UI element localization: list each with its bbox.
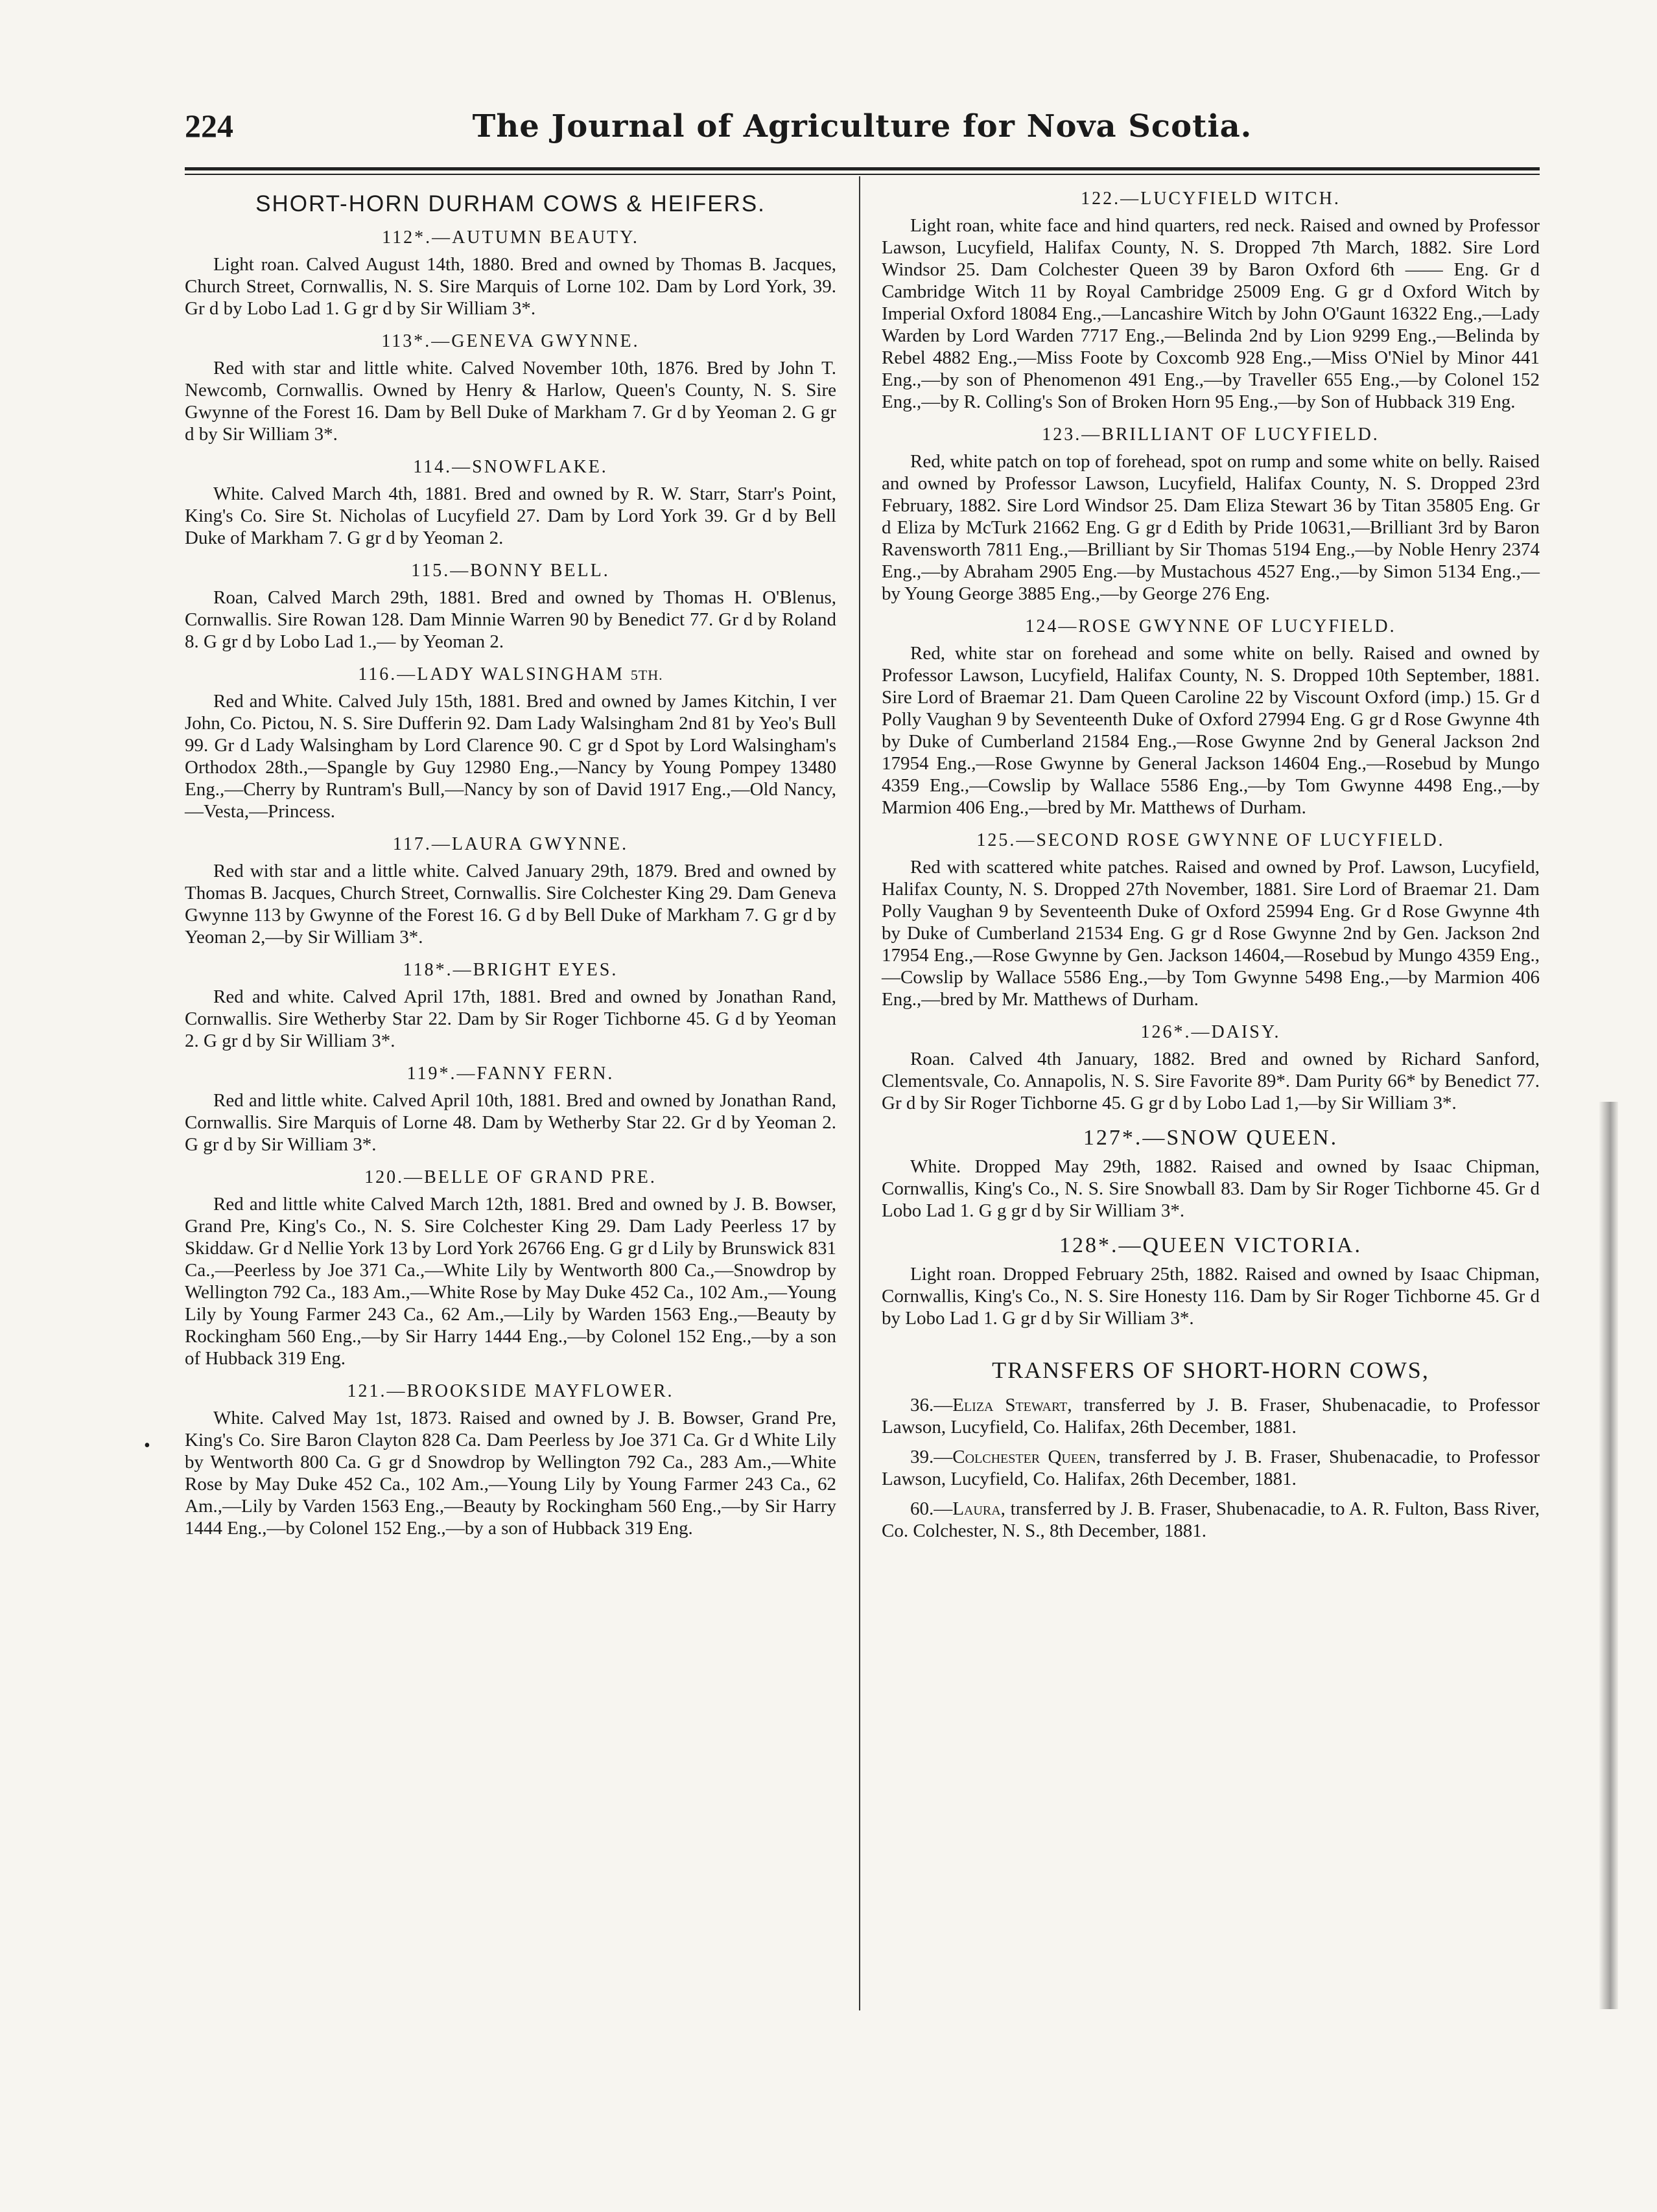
entry-title — [185, 664, 836, 685]
cattle-entry — [185, 561, 836, 653]
entry-body: Red, white star on forehead and some white on belly. Raised and owned by Professor Lawson, Lucyfield, Halifax County, N. S. Dropped 10th September, 1881. Sire Lord of Braemar 21. Dam Queen Caroline 22 by Viscount Oxford (imp.) 15. Gr d Polly Vaughan 9 by Seventeenth Duke of Oxford 27994 Eng. G gr d Rose Gwynne 4th by Duke of Cumberland 21584 Eng.,—Rose Gwynne 2nd by General Jackson 2nd 17954 Eng.,—Rose Gwynne by General Jackson 14604 Eng.,—Rosebud by Mungo 4359 Eng.,—Cowslip by Wallace 5586 Eng.,—by Tom Gwynne 4498 Eng.,—by Marmion 406 Eng.,—bred by Mr. Matthews of Durham. — [882, 643, 1540, 818]
cattle-entry — [185, 227, 836, 320]
cattle-entry — [882, 830, 1540, 1010]
running-title: The Journal of Agriculture for Nova Scotia. — [472, 108, 1252, 145]
left-entries — [185, 227, 836, 1539]
entry-title — [185, 960, 836, 981]
transfer-entry — [882, 1498, 1540, 1542]
transfer-text: , transferred by J. B. Fraser, Shubenacadie, to A. R. Fulton, Bass River, Co. Colchester, N. S., 8th December, 1881. — [882, 1498, 1540, 1541]
marginal-mark: • — [144, 1436, 150, 1456]
cattle-entry — [185, 664, 836, 822]
header-rule-thin — [185, 174, 1540, 175]
cattle-entry — [185, 1064, 836, 1156]
cattle-entry — [882, 189, 1540, 413]
transfers-heading: TRANSFERS OF SHORT-HORN COWS, — [992, 1357, 1429, 1383]
entry-title — [882, 830, 1540, 851]
entry-body: White. Calved May 1st, 1873. Raised and owned by J. B. Bowser, Grand Pre, King's Co. Sire Baron Clayton 828 Ca. Dam Peerless by Joe 371 Ca. Gr d White Lily by Wentworth 800 Ca. G gr d Snowdrop by Wellington 792 Ca., 283 Am.,—White Rose by May Duke 452 Ca., 102 Am.,—Young Lily by Young Farmer 243 Ca., 62 Am.,—Lily by Varden 1563 Eng.,—Beauty by Rockingham 560 Eng.,—by Sir Harry 1444 Eng.,—by Colonel 152 Eng.,—by a son of Hubback 319 Eng. — [185, 1408, 836, 1539]
transfer-number: 39.— — [910, 1447, 953, 1467]
entry-title — [882, 1233, 1540, 1258]
entry-title — [185, 227, 836, 248]
cattle-entry — [882, 1233, 1540, 1329]
cattle-entry — [882, 1022, 1540, 1114]
transfer-animal-name: Colchester Queen — [952, 1447, 1096, 1467]
entry-title-text: 113*.—GENEVA GWYNNE. — [381, 331, 640, 351]
right-entries — [882, 189, 1540, 1329]
entry-title — [185, 1064, 836, 1084]
transfer-text: , transferred by J. B. Fraser, Shubenacadie, to Professor Lawson, Lucyfield, Co. Halifax, 26th December, 1881. — [882, 1395, 1540, 1438]
section-heading: SHORT-HORN DURHAM COWS & HEIFERS. — [255, 191, 766, 216]
entry-body: Red with scattered white patches. Raised and owned by Prof. Lawson, Lucyfield, Halifax County, N. S. Dropped 27th November, 1881. Sire Lord of Braemar 21. Dam Polly Vaughan 9 by Seventeenth Duke of Oxford 25994 Eng. Gr d Rose Gwynne 4th by Duke of Cumberland 21534 Eng. G gr d Rose Gwynne 2nd by Gen. Jackson 2nd 17954 Eng.,—Rose Gwynne by Gen. Jackson 14604,—Rosebud by Mungo 4359 Eng.,—Cowslip by Wallace 5586 Eng.,—by Tom Gwynne 5498 Eng.,—by Marmion 406 Eng.,—bred by Mr. Matthews of Durham. — [882, 857, 1540, 1010]
entry-title-text: 119*.—FANNY FERN. — [406, 1064, 615, 1084]
entry-title-text: 126*.—DAISY. — [1140, 1022, 1281, 1042]
entry-body: Red and little white Calved March 12th, 1881. Bred and owned by J. B. Bowser, Grand Pre, King's Co., N. S. Sire Colchester King 29. Dam Lady Peerless 17 by Skiddaw. Gr d Nellie York 13 by Lord York 26766 Eng. G gr d Lily by Brunswick 831 Ca.,—Peerless by Joe 371 Ca.,—White Lily by Wentworth 800 Ca.,—Snowdrop by Wellington 792 Ca., 183 Am.,—White Rose by May Duke 452 Ca., 102 Am.,—Young Lily by Young Farmer 243 Ca., 62 Am.,—Lily by Warden 1563 Eng.,—Beauty by Rockingham 560 Eng.,—by Sir Harry 1444 Eng.,—by Colonel 152 Eng.,—by a son of Hubback 319 Eng. — [185, 1194, 836, 1369]
left-column — [185, 185, 836, 1551]
cattle-entry — [185, 1381, 836, 1539]
entry-title-text: 115.—BONNY BELL. — [411, 561, 610, 581]
entry-title-text: 116.—LADY WALSINGHAM — [358, 664, 624, 684]
entry-title-text: 127*.—SNOW QUEEN. — [1083, 1126, 1339, 1150]
entry-body: Light roan. Calved August 14th, 1880. Bred and owned by Thomas B. Jacques, Church Street, Cornwallis, N. S. Sire Marquis of Lorne 102. Dam by Lord York, 39. Gr d by Lobo Lad 1. G gr d by Sir William 3*. — [185, 254, 836, 319]
cattle-entry — [882, 616, 1540, 819]
entry-title — [882, 616, 1540, 637]
entry-body: Red with star and a little white. Calved January 29th, 1879. Bred and owned by Thomas B. Jacques, Church Street, Cornwallis. Sire Colchester King 29. Dam Geneva Gwynne 113 by Gwynne of the Forest 16. G d by Bell Duke of Markham 7. G gr d by Yeoman 2,—by Sir William 3*. — [185, 861, 836, 948]
entry-body: White. Calved March 4th, 1881. Bred and owned by R. W. Starr, Starr's Point, King's Co. Sire St. Nicholas of Lucyfield 27. Dam by Lord York 39. Gr d by Bell Duke of Markham 7. G gr d by Yeoman 2. — [185, 483, 836, 548]
entry-title-text: 123.—BRILLIANT OF LUCYFIELD. — [1042, 425, 1380, 445]
entry-body: White. Dropped May 29th, 1882. Raised and owned by Isaac Chipman, Cornwallis, King's Co., N. S. Sire Snowball 83. Dam by Sir Roger Tichborne 45. Gr d Lobo Lad 1. G g gr d by Sir William 3*. — [882, 1156, 1540, 1221]
entry-body: Roan, Calved March 29th, 1881. Bred and owned by Thomas H. O'Blenus, Cornwallis. Sire Rowan 128. Dam Minnie Warren 90 by Benedict 77. Gr d by Roland 8. G gr d by Lobo Lad 1.,— by Yeoman 2. — [185, 587, 836, 652]
cattle-entry — [882, 425, 1540, 605]
entry-body: Light roan, white face and hind quarters, red neck. Raised and owned by Professor Lawson, Lucyfield, Halifax County, N. S. Dropped 7th March, 1882. Sire Lord Windsor 25. Dam Colchester Queen 39 by Baron Oxford 6th —— Eng. Gr d Cambridge Witch 11 by Royal Cambridge 25009 Eng. G gr d Oxford Witch by Imperial Oxford 18084 Eng.,—Lancashire Witch by John O'Gaunt 16322 Eng.,—Lady Warden by Lord Warden 7717 Eng.,—Belinda 2nd by Lion 9299 Eng.,—Belinda by Rebel 4882 Eng.,—Miss Foote by Coxcomb 928 Eng.,—Miss O'Niel by Minor 441 Eng.,—by son of Phenomenon 491 Eng.,—by Traveller 655 Eng.,—by Colonel 152 Eng.,—by R. Colling's Son of Broken Horn 95 Eng.,—by Son of Hubback 319 Eng. — [882, 215, 1540, 412]
right-column — [882, 185, 1540, 1550]
transfer-number: 36.— — [910, 1395, 953, 1415]
transfer-animal-name: Eliza Stewart — [952, 1395, 1068, 1415]
page-number: 224 — [185, 108, 233, 144]
entry-body: Red, white patch on top of forehead, spot on rump and some white on belly. Raised and owned by Professor Lawson, Lucyfield, Halifax County, N. S. Dropped 23rd February, 1882. Sire Lord Windsor 25. Dam Eliza Stewart 36 by Titan 35805 Eng. Gr d Eliza by McTurk 21662 Eng. G gr d Edith by Pride 10631,—Brilliant 3rd by Baron Ravensworth 7811 Eng.,—Brilliant by Sir Thomas 5194 Eng.,—by Noble Henry 2374 Eng.,—by Abraham 2905 Eng.—by Mustachous 4527 Eng.,—by Simon 5134 Eng.,—by Young George 3885 Eng.,—by George 276 Eng. — [882, 451, 1540, 604]
transfer-entry — [882, 1446, 1540, 1490]
entry-title — [185, 1167, 836, 1188]
entry-title — [185, 331, 836, 352]
column-divider — [859, 176, 860, 2010]
transfers-list — [882, 1394, 1540, 1542]
cattle-entry — [185, 834, 836, 948]
binding-shadow — [1599, 1102, 1618, 2009]
cattle-entry — [185, 960, 836, 1052]
entry-body: Light roan. Dropped February 25th, 1882. Raised and owned by Isaac Chipman, Cornwallis, King's Co., N. S. Sire Honesty 116. Dam by Sir Roger Tichborne 45. Gr d by Lobo Lad 1. G gr d by Sir William 3*. — [882, 1264, 1540, 1329]
entry-title — [882, 189, 1540, 209]
transfer-entry — [882, 1394, 1540, 1438]
cattle-entry — [882, 1126, 1540, 1222]
entry-title-text: 124—ROSE GWYNNE OF LUCYFIELD. — [1025, 616, 1396, 636]
transfer-number: 60.— — [910, 1498, 953, 1519]
entry-body: Red and little white. Calved April 10th, 1881. Bred and owned by Jonathan Rand, Cornwallis. Sire Marquis of Lorne 48. Dam by Wetherby Star 22. Gr d by Yeoman 2. G gr d by Sir William 3*. — [185, 1090, 836, 1155]
entry-title — [882, 1126, 1540, 1150]
entry-title — [185, 457, 836, 478]
entry-title — [882, 425, 1540, 445]
entry-title-text: 122.—LUCYFIELD WITCH. — [1081, 189, 1341, 209]
transfer-animal-name: Laura — [952, 1498, 1001, 1519]
entry-title-text: 114.—SNOWFLAKE. — [413, 457, 608, 477]
entry-title-text: 112*.—AUTUMN BEAUTY. — [382, 227, 639, 248]
entry-title-text: 121.—BROOKSIDE MAYFLOWER. — [347, 1381, 674, 1401]
entry-body: Red and white. Calved April 17th, 1881. Bred and owned by Jonathan Rand, Cornwallis. Sire Wetherby Star 22. Dam by Sir Roger Tichborne 45. G d by Yeoman 2. G gr d by Sir William 3*. — [185, 986, 836, 1051]
cattle-entry — [185, 457, 836, 549]
entry-title-text: 120.—BELLE OF GRAND PRE. — [364, 1167, 657, 1187]
entry-title-text: 125.—SECOND ROSE GWYNNE OF LUCYFIELD. — [976, 830, 1445, 850]
entry-title — [185, 1381, 836, 1402]
entry-title-ordinal: 5TH. — [630, 667, 663, 683]
entry-title — [882, 1022, 1540, 1043]
cattle-entry — [185, 331, 836, 445]
entry-body: Red and White. Calved July 15th, 1881. Bred and owned by James Kitchin, I ver John, Co. Pictou, N. S. Sire Dufferin 92. Dam Lady Walsingham 2nd 81 by Yeo's Bull 99. Gr d Lady Walsingham by Lord Clarence 90. C gr d Spot by Lord Walsingham's Orthodox 28th.,—Spangle by Guy 12980 Eng.,—Nancy by Young Pompey 13480 Eng.,—Cherry by Runtram's Bull,—Nancy by son of David 1917 Eng.,—Old Nancy,—Vesta,—Princess. — [185, 691, 836, 822]
entry-body: Red with star and little white. Calved November 10th, 1876. Bred by John T. Newcomb, Cornwallis. Owned by Henry & Harlow, Queen's County, N. S. Sire Gwynne of the Forest 16. Dam by Bell Duke of Markham 7. Gr d by Yeoman 2. G gr d by Sir William 3*. — [185, 358, 836, 445]
header-rule-thick — [185, 167, 1540, 170]
entry-title-text: 117.—LAURA GWYNNE. — [392, 834, 629, 854]
entry-body: Roan. Calved 4th January, 1882. Bred and owned by Richard Sanford, Clementsvale, Co. Annapolis, N. S. Sire Favorite 89*. Dam Purity 66* by Benedict 77. Gr d by Sir Roger Tichborne 45. G gr d by Lobo Lad 1,—by Sir William 3*. — [882, 1049, 1540, 1113]
entry-title — [185, 561, 836, 581]
entry-title-text: 118*.—BRIGHT EYES. — [403, 960, 618, 980]
page-header — [185, 107, 1540, 165]
transfer-text: , transferred by J. B. Fraser, Shubenacadie, to Professor Lawson, Lucyfield, Co. Halifax, 26th December, 1881. — [882, 1447, 1540, 1489]
entry-title — [185, 834, 836, 855]
entry-title-text: 128*.—QUEEN VICTORIA. — [1059, 1233, 1362, 1257]
cattle-entry — [185, 1167, 836, 1369]
